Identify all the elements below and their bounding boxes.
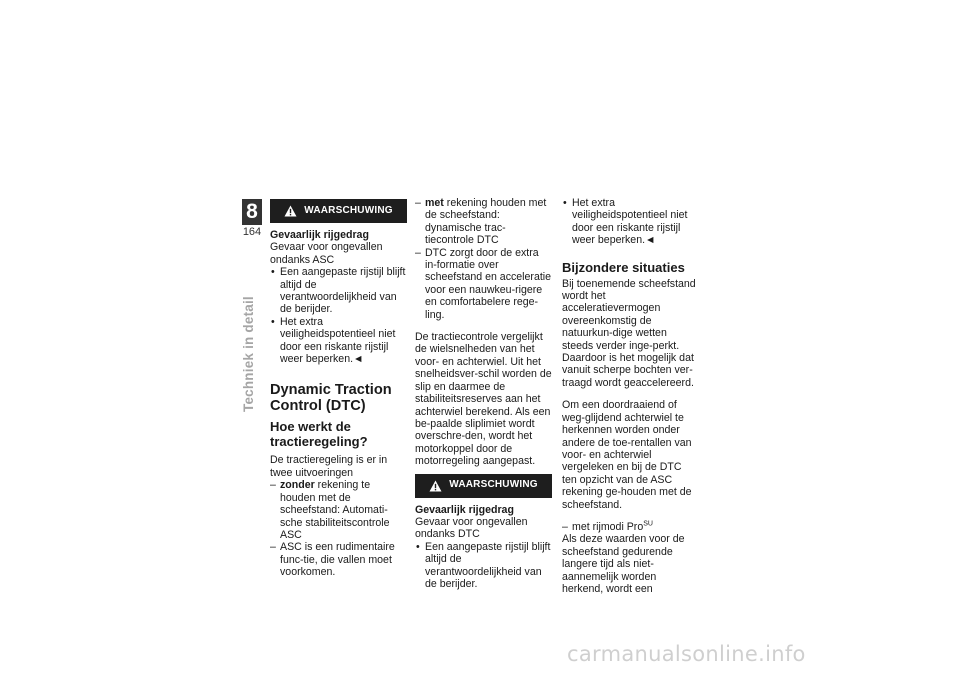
column-2 [415, 197, 552, 590]
dash-item-text: rekening houden met de scheefstand: dynamische trac-tiecontrole DTC [425, 197, 547, 247]
body-paragraph: De tractiecontrole vergelijkt de wielsnelheden van het voor- en achterwiel. Uit het snelheidsver-schil worden de slip en daarmee de stabiliteitsreserves aan het achterwiel berekend. Als een be-paalde sliplimiet wordt overschre-den, wordt het motorkoppel door de motorregeling aangepast. [415, 331, 552, 468]
warning-text: Gevaar voor ongevallen ondanks DTC [415, 515, 528, 541]
column-1 [270, 199, 407, 579]
warning-subtitle: Gevaarlijk rijgedrag [270, 229, 369, 241]
bullet-item: • Een aangepaste rijstijl blijft altijd de verantwoordelijkheid van de berijder. [415, 541, 552, 591]
bullet-item: • Het extra veiligheidspotentieel niet door een riskante rijstijl weer beperken.◄ [270, 316, 407, 366]
section-heading: Bijzondere situaties [562, 259, 685, 275]
warning-title: WAARSCHUWING [449, 479, 538, 491]
subsection-heading: Hoe werkt de tractieregeling? [270, 419, 368, 450]
warning-text: Gevaar voor ongevallen ondanks ASC [270, 241, 383, 266]
intro-paragraph: De tractieregeling is er in twee uitvoeringen [270, 454, 388, 479]
chapter-number: 8 [242, 199, 262, 225]
dash-item: – ASC is een rudimentaire func-tie, die vallen moet voorkomen. [270, 541, 407, 578]
warning-subtitle: Gevaarlijk rijgedrag [415, 503, 514, 516]
dash-item-text: rekening te houden met de scheefstand: Automati-sche stabiliteitscontrole ASC [280, 479, 390, 541]
warning-triangle-icon [429, 480, 442, 492]
dash-item: – DTC zorgt door de extra in-formatie over scheefstand en acceleratie voor een nauwkeu-rigere en comfortabelere rege-ling. [415, 247, 552, 321]
body-paragraph: Om een doordraaiend of weg-glijdend achterwiel te herkennen worden onder andere de toe-rentallen van voor- en achterwiel vergeleken en bij de DTC ten opzicht van de ASC rekening ge-houden met de scheefstand. [562, 399, 692, 511]
page-number: 164 [242, 226, 262, 238]
bullet-item: • Het extra veiligheidspotentieel niet door een riskante rijstijl weer beperken.◄ [562, 197, 699, 247]
warning-banner [270, 199, 407, 223]
body-paragraph: Bij toenemende scheefstand wordt het acceleratievermogen overeenkomstig de natuurkun-dige wetten steeds verder inge-perkt. Daardoor is het mogelijk dat vanuit scherpe bochten ver-traagd wordt geaccelereerd. [562, 277, 696, 389]
dash-item-bold: met [425, 197, 444, 209]
dash-item-bold: zonder [280, 479, 315, 492]
section-heading: Dynamic Traction Control (DTC) [270, 382, 392, 415]
warning-triangle-icon [284, 205, 297, 217]
dash-item [415, 197, 552, 247]
warning-title: WAARSCHUWING [304, 204, 393, 216]
watermark: carmanualsonline.info [567, 642, 806, 666]
body-paragraph: Als deze waarden voor de scheefstand gedurende langere tijd als niet-aannemelijk worden herkend, wordt een [562, 533, 685, 595]
bullet-item: • Een aangepaste rijstijl blijft altijd de verantwoordelijkheid van de berijder. [270, 266, 407, 316]
dash-item [562, 521, 699, 533]
dash-item [270, 479, 407, 541]
dash-item-text: met rijmodi Pro [572, 520, 644, 533]
warning-banner [415, 474, 552, 498]
superscript-note: SU [643, 520, 653, 528]
column-3 [562, 197, 699, 595]
chapter-side-label: Techniek in detail [241, 296, 256, 412]
